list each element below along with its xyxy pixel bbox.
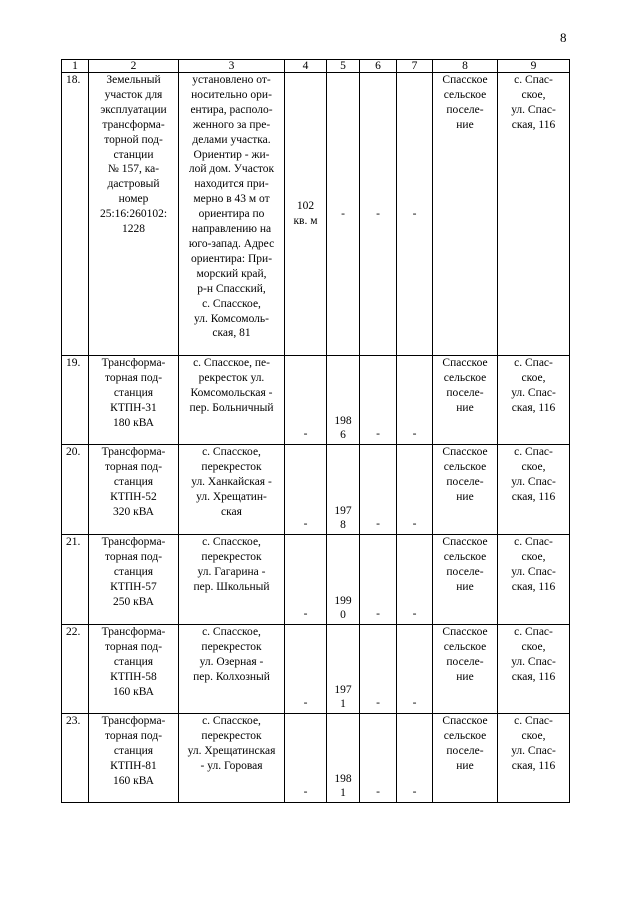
object-location: с. Спасское, перекресток ул. Гагарина - пер. Школьный <box>179 535 285 625</box>
year-value: 198 6 <box>327 356 360 445</box>
table-row <box>62 535 570 625</box>
column-7-value: - <box>397 625 433 714</box>
object-location: установлено от- носительно ори- ентира, располо- женного за пре- делами участка. Ориентир - жи- лой дом. Участок находится при- мерно в 43 м от ориентира по направлению на юго-запад. Адрес ориентира: При- морский край, р-н Спасский, с. Спасское, ул. Комсомоль- ская, 81 <box>179 73 285 356</box>
column-7-value: - <box>397 714 433 803</box>
column-header: 2 <box>89 60 179 73</box>
row-number: 19. <box>62 356 89 445</box>
table-row <box>62 445 570 535</box>
page-number: 8 <box>560 30 567 45</box>
row-number: 20. <box>62 445 89 535</box>
object-name: Трансформа- торная под- станция КТПН-58 160 кВА <box>89 625 179 714</box>
holder-address: с. Спас- ское, ул. Спас- ская, 116 <box>498 73 570 356</box>
table-row <box>62 73 570 356</box>
holder-address: с. Спас- ское, ул. Спас- ская, 116 <box>498 356 570 445</box>
column-6-value: - <box>360 714 397 803</box>
row-number: 18. <box>62 73 89 356</box>
object-location: с. Спасское, перекресток ул. Озерная - пер. Колхозный <box>179 625 285 714</box>
area-value: - <box>285 445 327 535</box>
row-number: 23. <box>62 714 89 803</box>
settlement-name: Спасское сельское поселе- ние <box>433 356 498 445</box>
object-location: с. Спасское, пе- рекресток ул. Комсомольская - пер. Больничный <box>179 356 285 445</box>
property-registry-table <box>61 59 570 803</box>
holder-address: с. Спас- ское, ул. Спас- ская, 116 <box>498 714 570 803</box>
settlement-name: Спасское сельское поселе- ние <box>433 73 498 356</box>
holder-address: с. Спас- ское, ул. Спас- ская, 116 <box>498 445 570 535</box>
holder-address: с. Спас- ское, ул. Спас- ская, 116 <box>498 625 570 714</box>
settlement-name: Спасское сельское поселе- ние <box>433 625 498 714</box>
column-number-row <box>62 60 570 73</box>
settlement-name: Спасское сельское поселе- ние <box>433 714 498 803</box>
settlement-name: Спасское сельское поселе- ние <box>433 445 498 535</box>
column-6-value: - <box>360 625 397 714</box>
row-number: 21. <box>62 535 89 625</box>
object-name: Земельный участок для эксплуатации трансформа- торной под- станции № 157, ка- дастровый номер 25:16:260102: 1228 <box>89 73 179 356</box>
table-row <box>62 625 570 714</box>
object-name: Трансформа- торная под- станция КТПН-57 250 кВА <box>89 535 179 625</box>
area-value: 102 кв. м <box>285 73 327 356</box>
column-7-value: - <box>397 356 433 445</box>
column-header: 9 <box>498 60 570 73</box>
table-row <box>62 356 570 445</box>
column-header: 3 <box>179 60 285 73</box>
area-value: - <box>285 535 327 625</box>
column-6-value: - <box>360 73 397 356</box>
table-row <box>62 714 570 803</box>
year-value: - <box>327 73 360 356</box>
holder-address: с. Спас- ское, ул. Спас- ская, 116 <box>498 535 570 625</box>
object-name: Трансформа- торная под- станция КТПН-52 320 кВА <box>89 445 179 535</box>
column-header: 7 <box>397 60 433 73</box>
column-7-value: - <box>397 445 433 535</box>
column-header: 6 <box>360 60 397 73</box>
settlement-name: Спасское сельское поселе- ние <box>433 535 498 625</box>
area-value: - <box>285 625 327 714</box>
year-value: 199 0 <box>327 535 360 625</box>
year-value: 197 8 <box>327 445 360 535</box>
year-value: 198 1 <box>327 714 360 803</box>
object-location: с. Спасское, перекресток ул. Хрещатинская - ул. Горовая <box>179 714 285 803</box>
row-number: 22. <box>62 625 89 714</box>
column-header: 5 <box>327 60 360 73</box>
column-header: 1 <box>62 60 89 73</box>
object-name: Трансформа- торная под- станция КТПН-81 160 кВА <box>89 714 179 803</box>
object-name: Трансформа- торная под- станция КТПН-31 180 кВА <box>89 356 179 445</box>
column-7-value: - <box>397 535 433 625</box>
area-value: - <box>285 356 327 445</box>
object-location: с. Спасское, перекресток ул. Ханкайская - ул. Хрещатин- ская <box>179 445 285 535</box>
year-value: 197 1 <box>327 625 360 714</box>
column-6-value: - <box>360 445 397 535</box>
column-6-value: - <box>360 356 397 445</box>
column-6-value: - <box>360 535 397 625</box>
column-7-value: - <box>397 73 433 356</box>
area-value: - <box>285 714 327 803</box>
column-header: 8 <box>433 60 498 73</box>
column-header: 4 <box>285 60 327 73</box>
